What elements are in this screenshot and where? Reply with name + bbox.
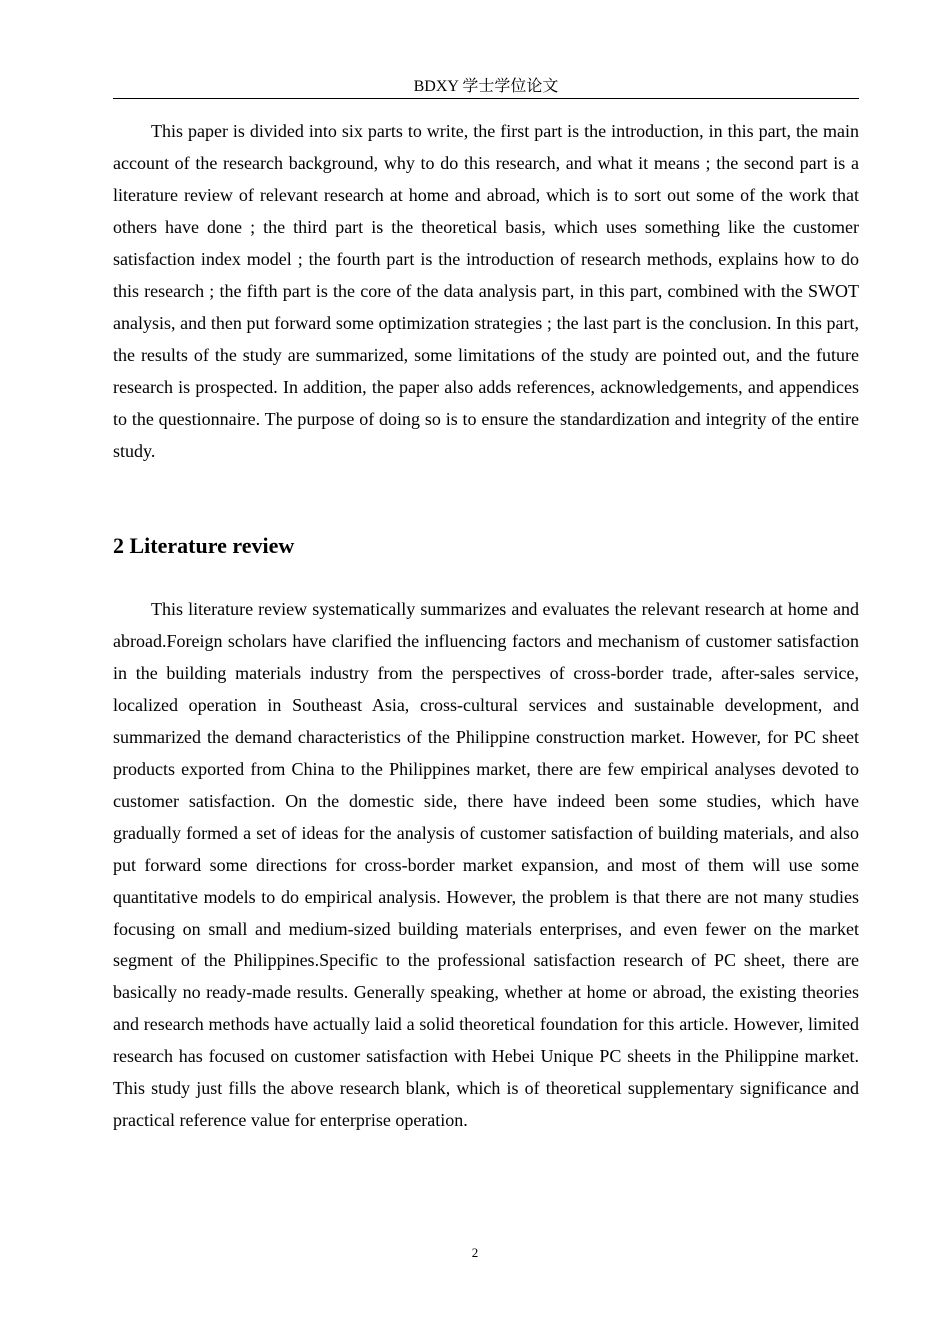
section-heading: 2 Literature review <box>113 533 295 558</box>
intro-paragraph: This paper is divided into six parts to write, the first part is the introduction, in this part, the main account of the research background, why to do this research, and what it means ; the second part is a literature review of relevant research at home and abroad, which is to sort out some of the work that others have done ; the third part is the theoretical basis, which uses something like the customer satisfaction index model ; the fourth part is the introduction of research methods, explains how to do this research ; the fifth part is the core of the data analysis part, in this part, combined with the SWOT analysis, and then put forward some optimization strategies ; the last part is the conclusion. In this part, the results of the study are summarized, some limitations of the study are pointed out, and the future research is prospected. In addition, the paper also adds references, acknowledgements, and appendices to the questionnaire. The purpose of doing so is to ensure the standardization and integrity of the entire study. <box>113 121 859 461</box>
page-number: 2 <box>471 1245 479 1260</box>
literature-review-paragraph: This literature review systematically summarizes and evaluates the relevant research at home and abroad.Foreign scholars have clarified the influencing factors and mechanism of customer satisfaction in the building materials industry from the perspectives of cross-border trade, after-sales service, localized operation in Southeast Asia, cross-cultural services and sustainable development, and summarized the demand characteristics of the Philippine construction market. However, for PC sheet products exported from China to the Philippines market, there are few empirical analyses devoted to customer satisfaction. On the domestic side, there have indeed been some studies, which have gradually formed a set of ideas for the analysis of customer satisfaction of building materials, and also put forward some directions for cross-border market expansion, and most of them will use some quantitative models to do empirical analysis. However, the problem is that there are not many studies focusing on small and medium-sized building materials enterprises, and even fewer on the market segment of the Philippines.Specific to the professional satisfaction research of PC sheet, there are basically no ready-made results. Generally speaking, whether at home or abroad, the existing theories and research methods have actually laid a solid theoretical foundation for this article. However, limited research has focused on customer satisfaction with Hebei Unique PC sheets in the Philippine market. This study just fills the above research blank, which is of theoretical supplementary significance and practical reference value for enterprise operation. <box>113 599 859 1131</box>
running-header: BDXY 学士学位论文 <box>113 76 859 99</box>
